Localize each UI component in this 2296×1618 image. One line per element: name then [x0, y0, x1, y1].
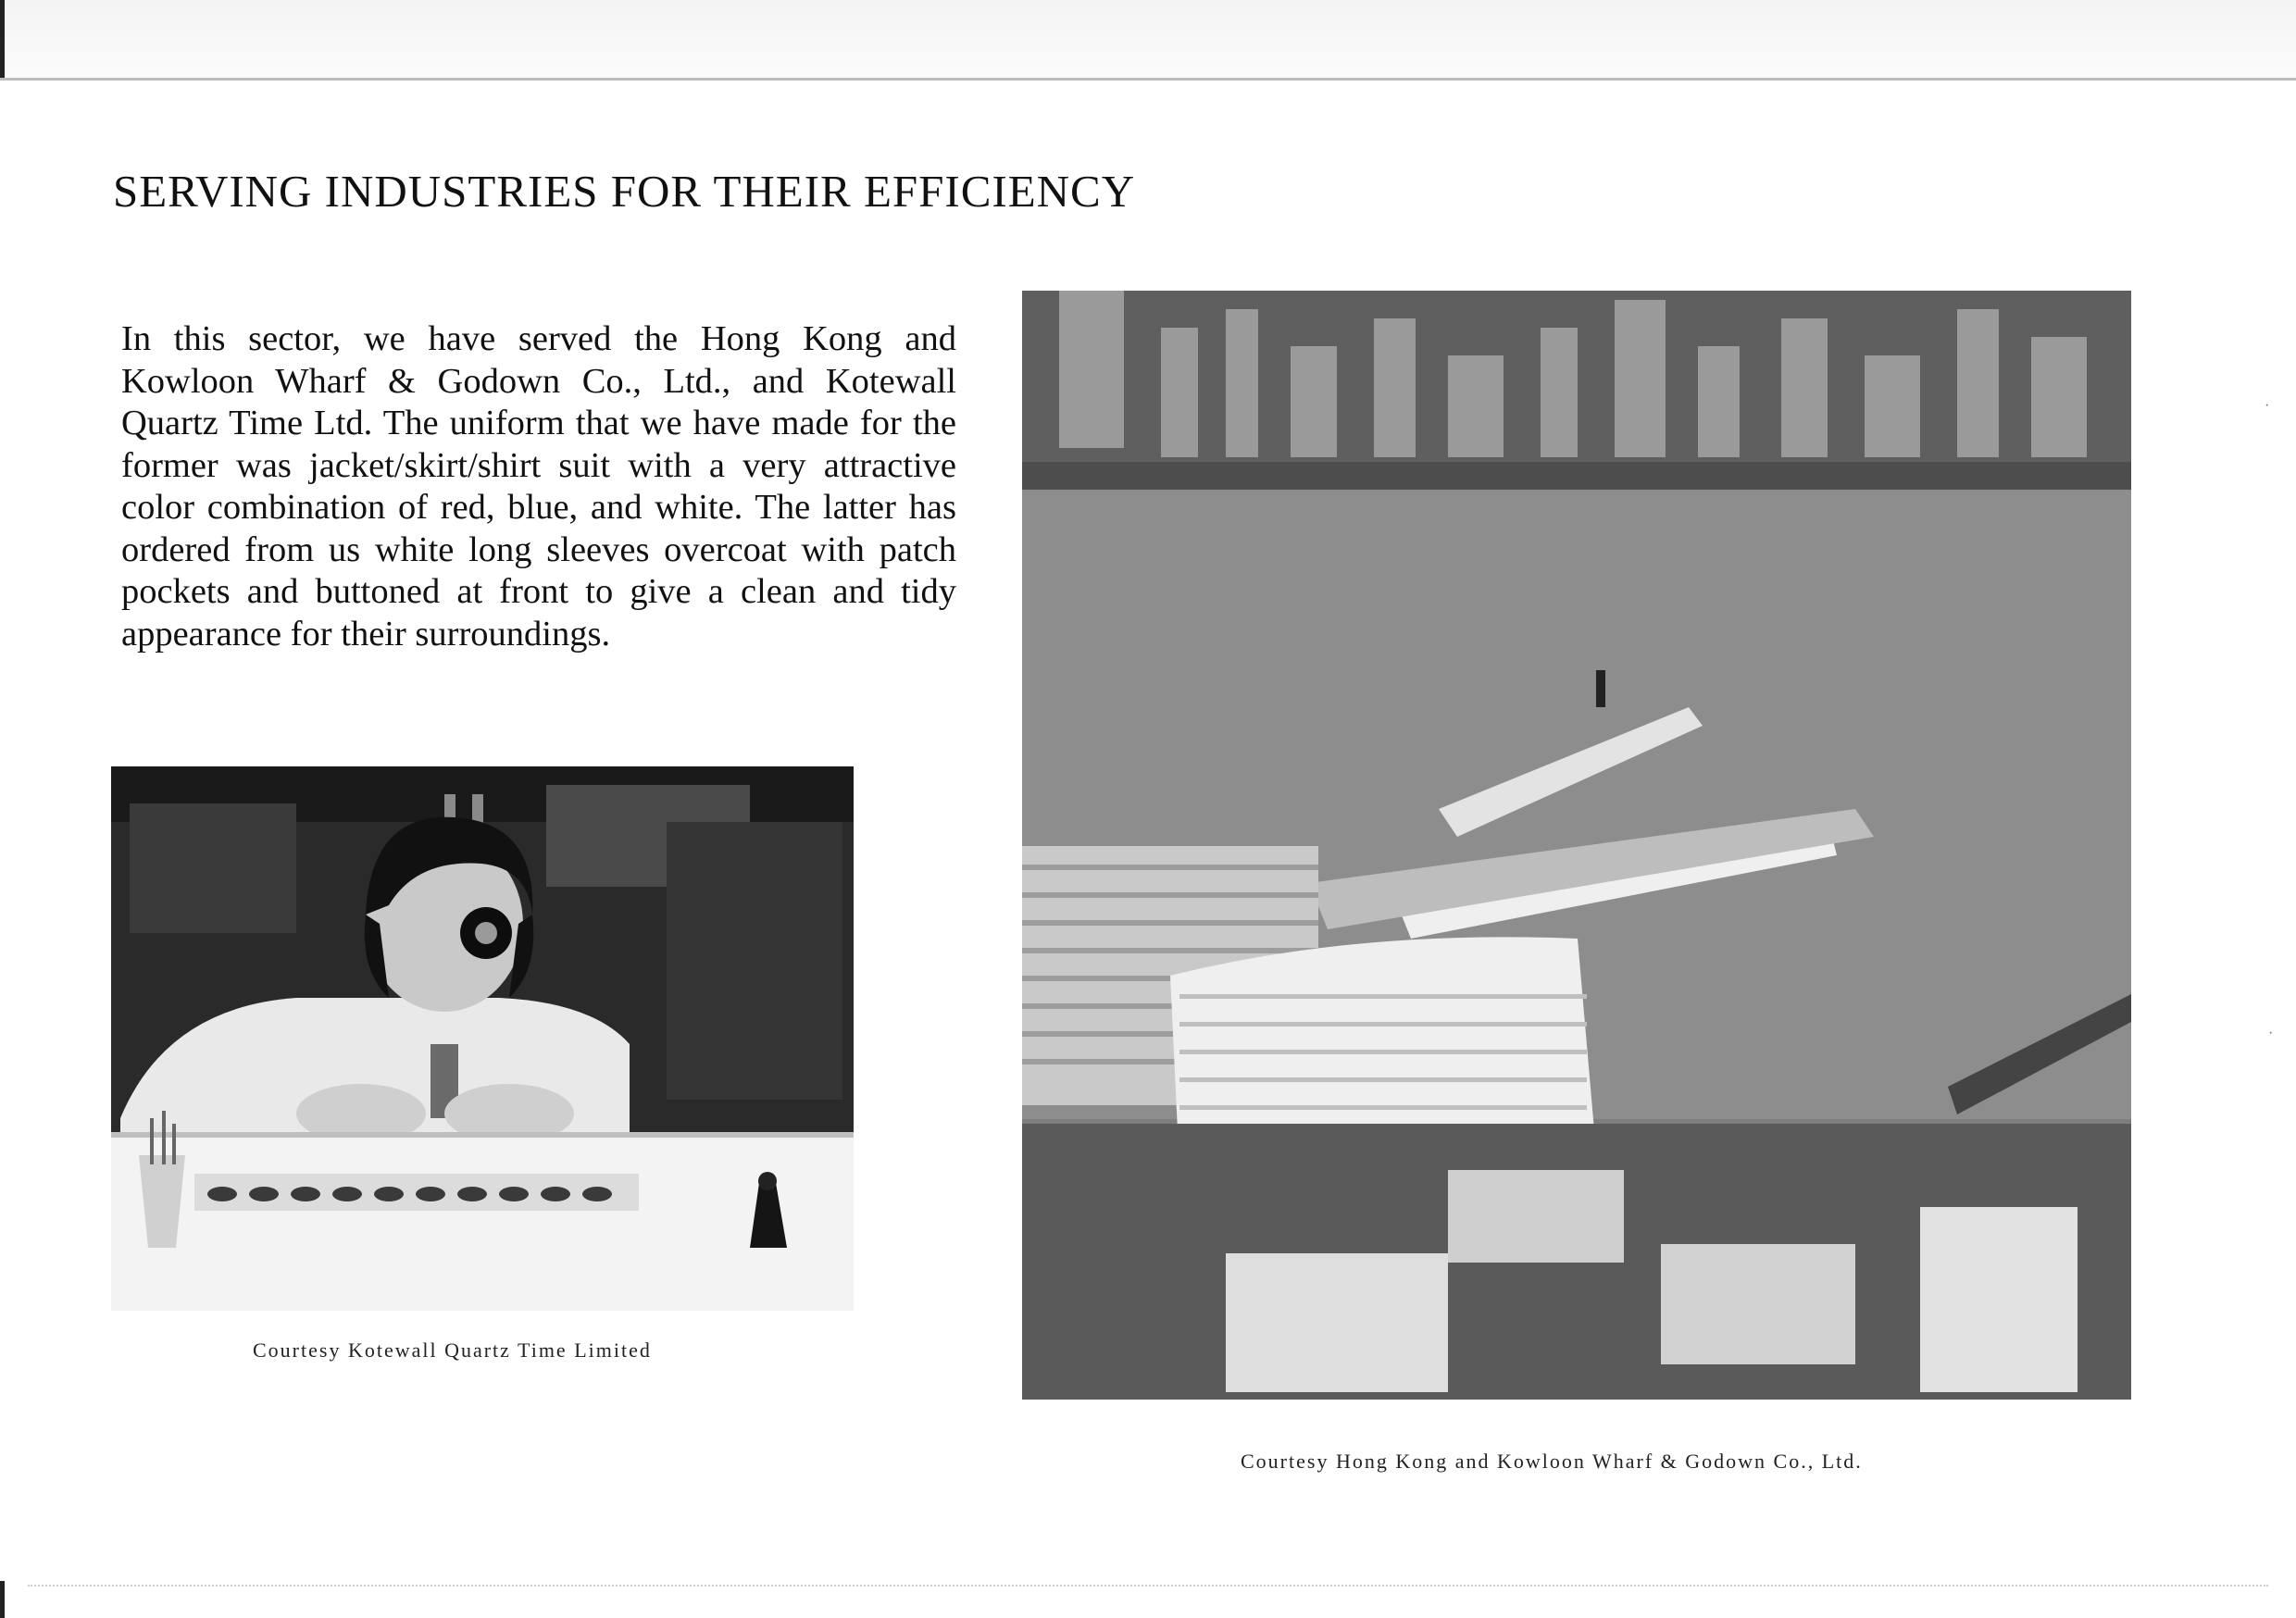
- page-top-edge: [0, 0, 2296, 81]
- scan-speck: ·: [2265, 398, 2270, 414]
- body-paragraph: In this sector, we have served the Hong Kong and Kowloon Wharf & Godown Co., Ltd., and Kotewall Quartz Time Ltd. The uniform that we have made for the former was jacket/skirt/shirt suit with a very attractive color combination of red, blue, and white. The latter has ordered from us white long sleeves overcoat with patch pockets and buttoned at front to give a clean and tidy appearance for their surroundings.: [121, 319, 956, 653]
- scan-edge-mark: [0, 0, 5, 78]
- photo-caption-left: Courtesy Kotewall Quartz Time Limited: [253, 1338, 652, 1362]
- scan-edge-mark-bottom: [0, 1581, 5, 1618]
- page-title: SERVING INDUSTRIES FOR THEIR EFFICIENCY: [113, 166, 1136, 217]
- watchmaker-photo: [111, 766, 854, 1311]
- scan-speck: ·: [2268, 1026, 2274, 1041]
- harbour-aerial-photo: [1022, 291, 2131, 1400]
- scan-bottom-dots: [28, 1585, 2268, 1588]
- photo-caption-right: Courtesy Hong Kong and Kowloon Wharf & Godown Co., Ltd.: [1241, 1450, 1863, 1473]
